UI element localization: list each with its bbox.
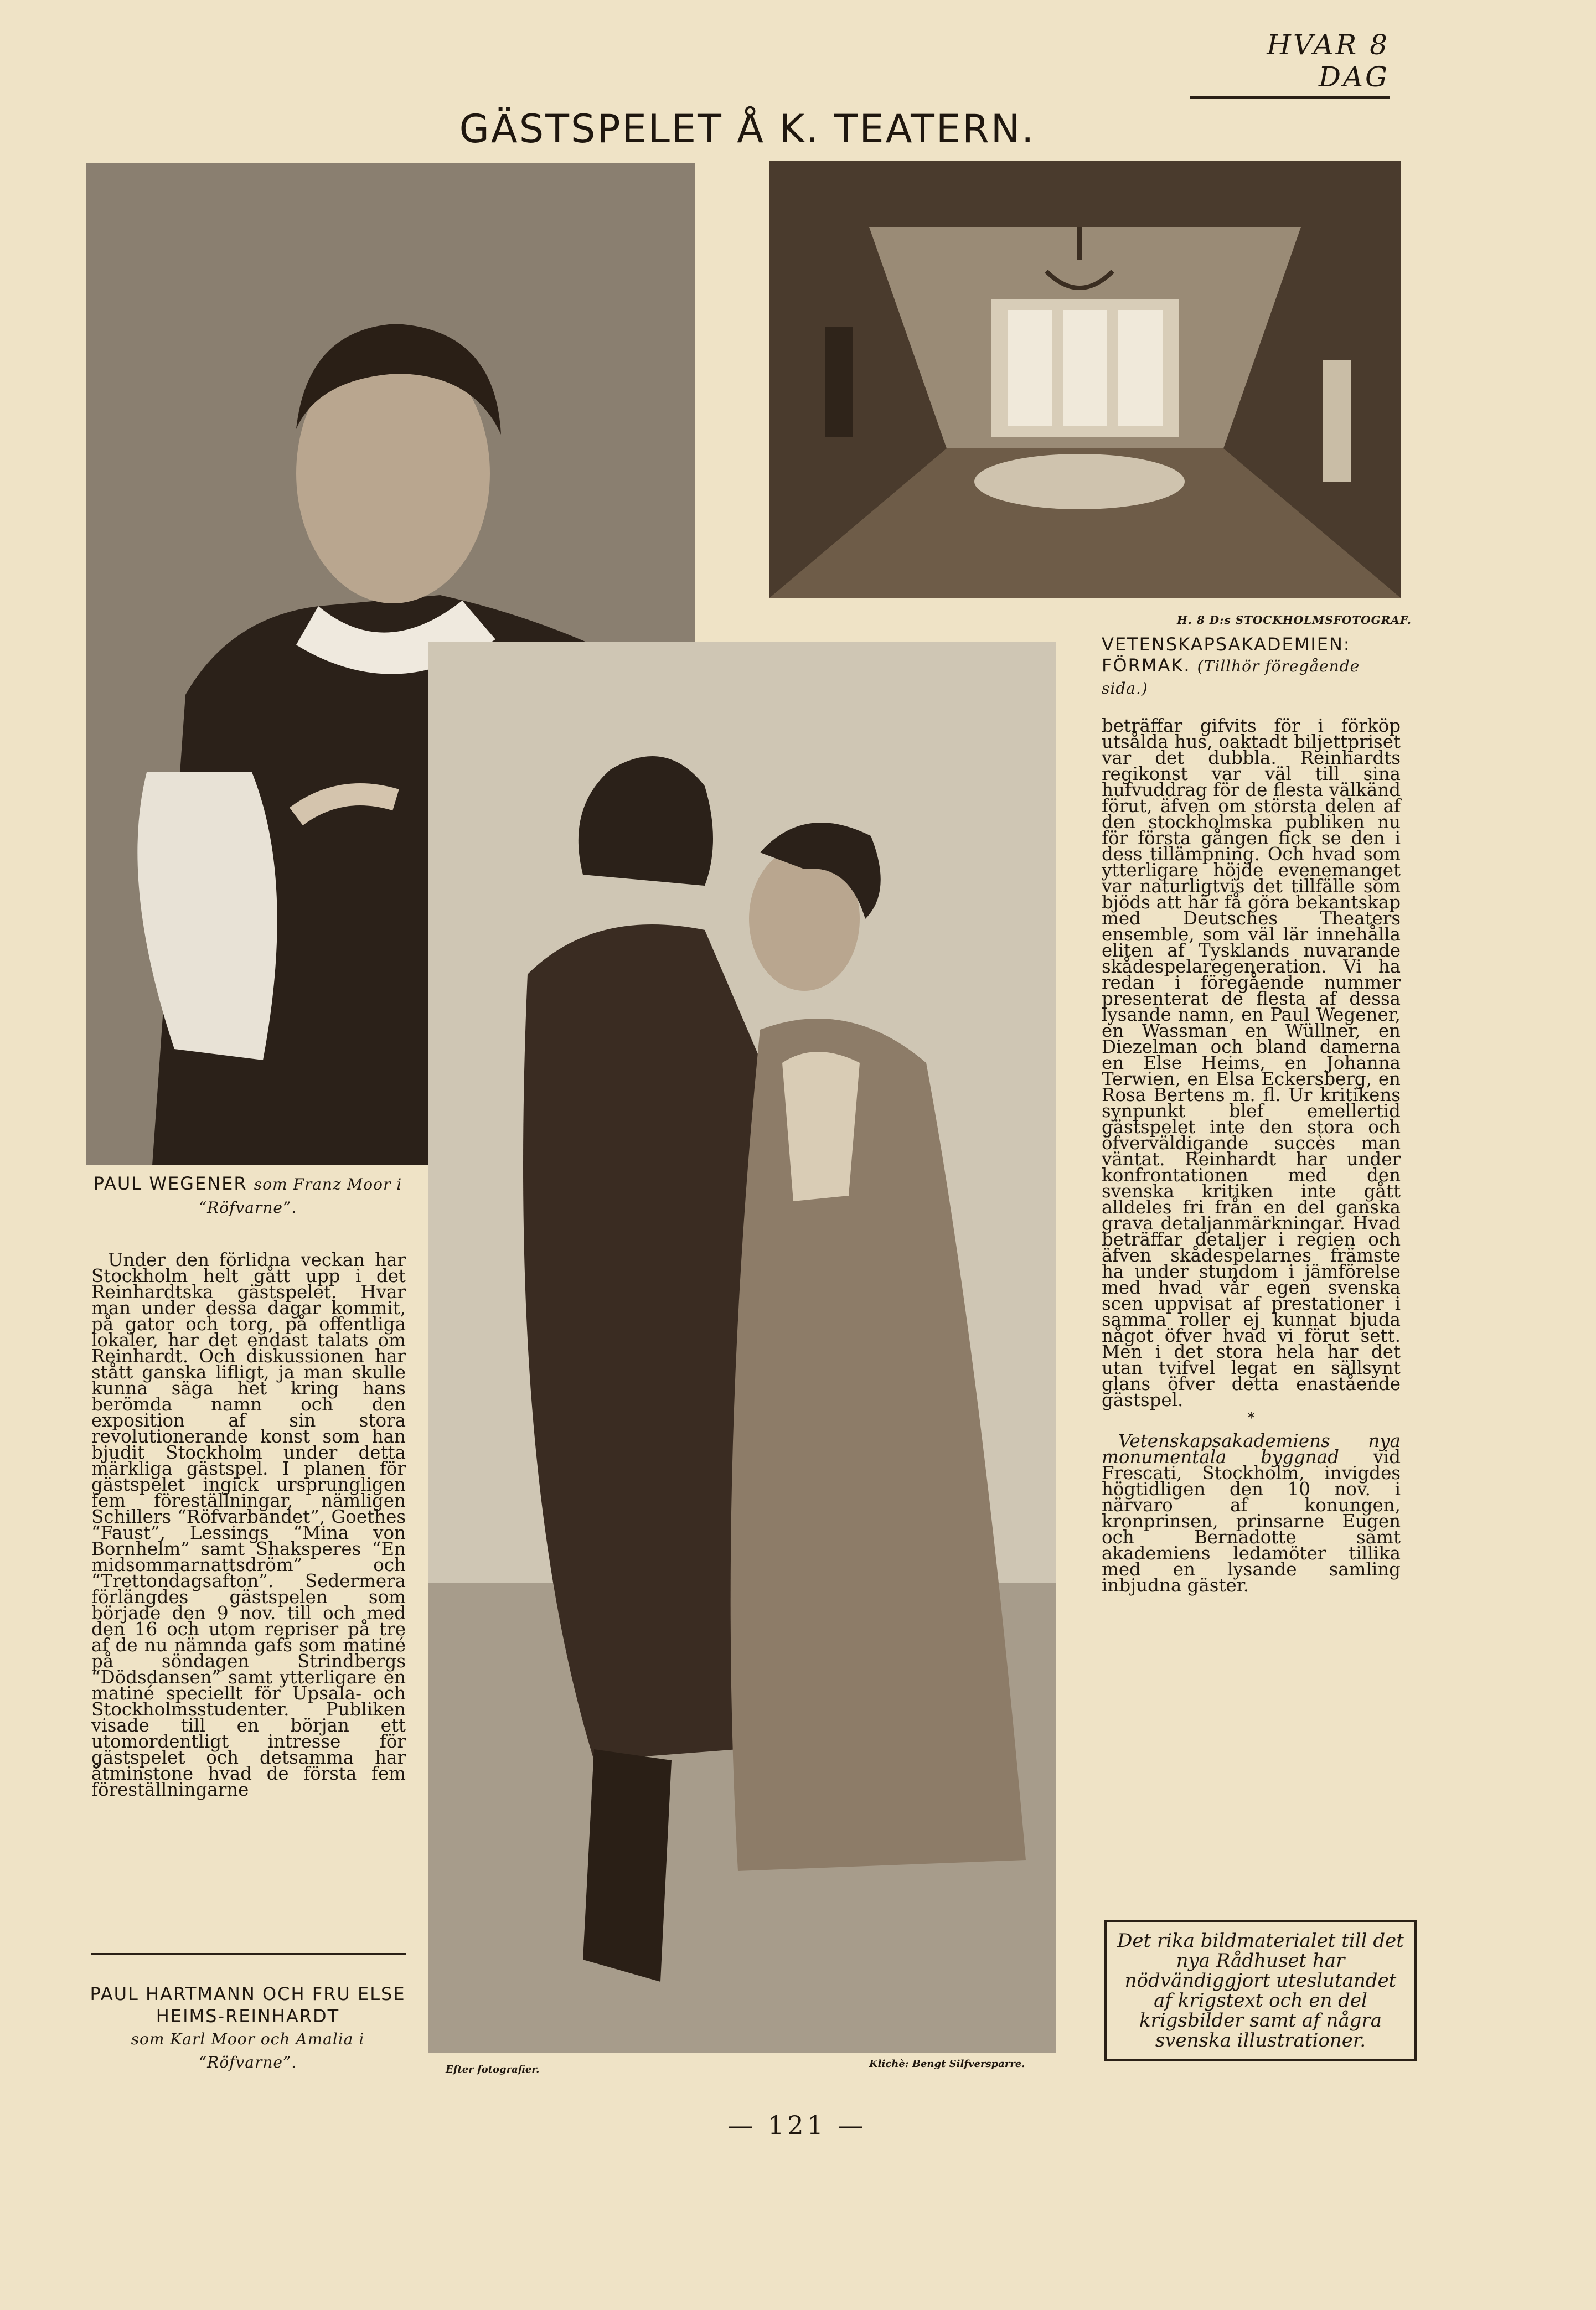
photo-couple xyxy=(428,642,1056,2053)
section-separator: * xyxy=(1247,1410,1255,1427)
academy-room-illustration xyxy=(769,161,1401,598)
article-right-text: beträffar gifvits för i förköp utsålda hus, oaktadt biljettpriset var det dubbla. Reinhardts regikonst var väl till sina hufvuddrag för de flesta välkänd förut, äfven om största delen af den stockholmska publiken nu för första gången fick se den i dess tillämpning. Och hvad som ytterligare höjde evenemanget var naturligtvis det tillfälle som bjöds att här få göra bekantskap med Deutsches Theaters ensemble, som väl lär innehålla eliten af Tysklands nuvarande skådespelaregeneration. Vi ha redan i föregående nummer presenterat de flesta af dessa lysande namn, en Paul Wegener, en Wassman en Wüllner, en Diezelman och bland damerna en Else Heims, en Johanna Terwien, en Elsa Eckersberg, en Rosa Bertens m. fl. Ur kritikens synpunkt blef emellertid gästspelet inte den stora och öfverväldigande succès man väntat. Reinhardt har under konfrontationen med den svenska kritiken inte gått alldeles fri från en del ganska grava detaljanmärkningar. Hvad beträffar detaljer i regien och äfven skådespelarnes främste ha under stundom i jämförelse med hvad vår egen svenska scen uppvisat af prestationer i samma roller ej kunnat bjuda något öfver hvad vi förut sett. Men i det stora hela har det utan tvifvel legat en sällsynt glans öfver detta enastående gästspel. xyxy=(1102,715,1401,1410)
column-divider xyxy=(91,1953,406,1955)
academy-paragraph xyxy=(1102,1430,1401,1596)
page-number: — 121 — xyxy=(727,2110,867,2140)
photo-credit-academy: H. 8 D:s STOCKHOLMSFOTOGRAF. xyxy=(1177,613,1412,627)
photo-academy-room xyxy=(769,161,1401,598)
caption-wegener-name: PAUL WEGENER xyxy=(93,1173,247,1194)
couple-photo-illustration xyxy=(428,642,1056,2053)
caption-academy-note: (Tillhör föregående sida.) xyxy=(1102,657,1360,697)
academy-text: vid Frescati, Stockholm, invigdes högtidligen den 10 nov. i närvaro af konungen, kronprinsen, prinsarne Eugen och Bernadotte samt akademiens ledamöter tillika med en lysande samling inbjudna gäster. xyxy=(1102,1446,1401,1596)
article-right-column xyxy=(1102,715,1401,1596)
photo-credit-right: Klichè: Bengt Silfversparre. xyxy=(869,2058,1025,2070)
caption-academy-title: VETENSKAPSAKADEMIEN: FÖRMAK. xyxy=(1102,634,1351,676)
caption-wegener xyxy=(89,1172,407,1219)
photo-credit-left: Efter fotografier. xyxy=(446,2064,540,2075)
masthead: HVAR 8 DAG xyxy=(1190,29,1390,99)
caption-academy-room xyxy=(1102,634,1401,699)
caption-couple-role: som Karl Moor och Amalia i “Röfvarne”. xyxy=(131,2030,365,2071)
page-title: GÄSTSPELET Å K. TEATERN. xyxy=(459,106,1036,152)
academy-lead: Vetenskapsakademiens nya monumentala byggnad xyxy=(1102,1430,1401,1467)
caption-couple-names: PAUL HARTMANN OCH FRU ELSE HEIMS-REINHARDT xyxy=(90,1983,406,2027)
article-left-column xyxy=(91,1249,406,1800)
article-left-text: Under den förlidna veckan har Stockholm helt gått upp i det Reinhardtska gästspelet. Hvar man under dessa dagar kommit, på gator och torg, på offentliga lokaler, har det endast talats om Reinhardt. Och diskussionen har stått ganska lifligt, ja man skulle kunna säga het kring hans berömda namn och den exposition af sin stora revolutionerande konst som han bjudit Stockholm under detta märkliga gästspel. I planen för gästspelet ingick ursprungligen fem föreställningar, nämligen Schillers “Röfvarbandet”, Goethes “Faust”, Lessings “Mina von Bornhelm” samt Shaksperes “En midsommarnattsdröm” och “Trettondagsafton”. Sedermera förlängdes gästspelen som började den 9 nov. till och med den 16 och utom repriser på tre af de nu nämnda gafs som matiné på söndagen Strindbergs “Dödsdansen” samt ytterligare en matiné speciellt för Upsala- och Stockholmsstudenter. Publiken visade till en början ett utomordentligt intresse för gästspelet och detsamma har åtminstone hvad de första fem föreställningarne xyxy=(91,1249,406,1800)
notice-box: Det rika bildmaterialet till det nya Rådhuset har nödvändiggjort uteslutandet af krigstext och en del krigsbilder samt af några svenska illustrationer. xyxy=(1104,1920,1417,2061)
caption-wegener-role: som Franz Moor i “Röfvarne”. xyxy=(198,1175,402,1217)
caption-couple xyxy=(89,1983,407,2074)
